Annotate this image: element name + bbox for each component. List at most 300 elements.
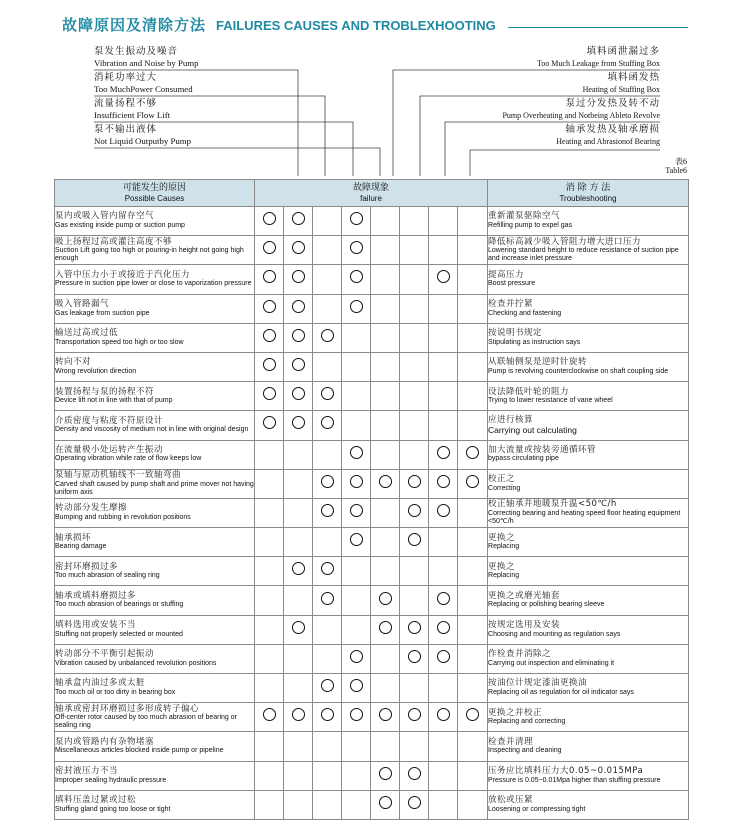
failure-mark-cell: [255, 411, 284, 440]
failure-mark-cell: [313, 528, 342, 557]
cause-cell: [55, 352, 255, 381]
table-row: [55, 528, 689, 557]
fix-cell: [488, 498, 689, 527]
failure-mark-cell: [284, 236, 313, 265]
fix-cn: 从联轴侧泵是逆时针旋转: [488, 357, 588, 368]
symptom-overheat: 泵过分发热及转不动 Pump Overheating and Notbeing Ableto Revolve: [502, 98, 660, 120]
failure-mark-cell: [458, 615, 488, 644]
failure-mark-cell: [458, 644, 488, 673]
fix-cn: 设法降低叶轮的阻力: [488, 386, 570, 397]
failure-mark-cell: [400, 411, 429, 440]
circle-mark-icon: [350, 650, 363, 663]
failure-mark-cell: [458, 586, 488, 615]
failure-mark-cell: [371, 615, 400, 644]
failure-mark-cell: [371, 294, 400, 323]
fix-cn: 按规定选用及安装: [488, 620, 561, 631]
circle-mark-icon: [350, 300, 363, 313]
cause-en: Vibration caused by unbalanced revolution positions: [55, 659, 217, 667]
failure-mark-cell: [284, 615, 313, 644]
circle-mark-icon: [379, 592, 392, 605]
failure-mark-cell: [400, 528, 429, 557]
fix-cn: 按油位计规定漆油更换油: [488, 678, 588, 689]
fix-cell: [488, 703, 689, 732]
fix-cell: [488, 236, 689, 265]
circle-mark-icon: [263, 416, 276, 429]
fix-en: Carrying out inspection and eliminating it: [488, 659, 615, 667]
failure-mark-cell: [371, 586, 400, 615]
failure-mark-cell: [429, 382, 458, 411]
circle-mark-icon: [292, 358, 305, 371]
failure-mark-cell: [313, 674, 342, 703]
circle-mark-icon: [321, 562, 334, 575]
fix-cell: [488, 557, 689, 586]
circle-mark-icon: [350, 679, 363, 692]
circle-mark-icon: [408, 650, 421, 663]
failure-mark-cell: [313, 382, 342, 411]
fix-cn: 检查并拧紧: [488, 299, 534, 309]
failure-mark-cell: [342, 528, 371, 557]
circle-mark-icon: [263, 300, 276, 313]
failure-mark-cell: [313, 615, 342, 644]
cause-cn: 转向不对: [55, 357, 92, 368]
cause-cn: 泵内或管路内有杂物堵塞: [55, 736, 155, 747]
cause-cn: 转动部分不平衡引起振动: [55, 649, 155, 660]
failure-mark-cell: [342, 323, 371, 352]
failure-mark-cell: [313, 352, 342, 381]
failure-mark-cell: [284, 586, 313, 615]
failure-mark-cell: [400, 382, 429, 411]
failure-mark-cell: [284, 411, 313, 440]
failure-mark-cell: [342, 732, 371, 761]
cause-en: Off-center rotor caused by too much abrasion of bearing or sealing ring: [55, 714, 237, 730]
failure-mark-cell: [342, 265, 371, 294]
fix-en: Inspecting and cleaning: [488, 747, 562, 755]
table-row: [55, 674, 689, 703]
failure-mark-cell: [342, 352, 371, 381]
failure-mark-cell: [458, 469, 488, 498]
circle-mark-icon: [292, 416, 305, 429]
failure-mark-cell: [371, 557, 400, 586]
table-row: [55, 557, 689, 586]
fix-cn: 校正之: [488, 474, 516, 485]
failure-mark-cell: [458, 674, 488, 703]
failure-mark-cell: [342, 440, 371, 469]
failure-mark-cell: [255, 236, 284, 265]
fix-cell: [488, 294, 689, 323]
fix-en: Correcting bearing and heating speed floor heating equipment <50℃/h: [488, 509, 681, 525]
cause-cell: [55, 674, 255, 703]
failure-mark-cell: [429, 265, 458, 294]
cause-cn: 填料选用或安装不当: [55, 620, 137, 631]
failure-mark-cell: [400, 440, 429, 469]
failure-mark-cell: [284, 528, 313, 557]
failure-mark-cell: [429, 703, 458, 732]
title-en: FAILURES CAUSES AND TROBLEXHOOTING: [216, 18, 496, 33]
failure-mark-cell: [342, 557, 371, 586]
failure-mark-cell: [371, 644, 400, 673]
failure-mark-cell: [458, 207, 488, 236]
failure-mark-cell: [255, 498, 284, 527]
cause-cn: 密封液压力不当: [55, 766, 119, 776]
symptom-no-output: 泵不输出液体 Not Liquid Outputby Pump: [94, 124, 192, 146]
failure-mark-cell: [400, 265, 429, 294]
circle-mark-icon: [408, 708, 421, 721]
fix-en: Correcting: [488, 484, 521, 492]
circle-mark-icon: [292, 621, 305, 634]
fix-en: Loosening or compressing tight: [488, 805, 586, 813]
circle-mark-icon: [321, 329, 334, 342]
fix-cell: [488, 644, 689, 673]
circle-mark-icon: [321, 504, 334, 517]
troubleshooting-table: [54, 179, 689, 820]
failure-mark-cell: [429, 411, 458, 440]
failure-mark-cell: [342, 790, 371, 819]
fix-en: Carrying out calculating: [488, 425, 577, 436]
fix-cn: 检查并清理: [488, 736, 534, 747]
fix-cn: 提高压力: [488, 269, 525, 280]
fix-en: Stipulating as instruction says: [488, 338, 581, 346]
fix-cell: [488, 469, 689, 498]
failure-mark-cell: [342, 615, 371, 644]
failure-mark-cell: [371, 703, 400, 732]
cause-en: Density and viscosity of medium not in line with original design: [55, 426, 249, 434]
cause-cell: [55, 294, 255, 323]
failure-mark-cell: [255, 265, 284, 294]
failure-mark-cell: [371, 674, 400, 703]
circle-mark-icon: [408, 767, 421, 780]
table-row: [55, 790, 689, 819]
circle-mark-icon: [437, 592, 450, 605]
table-row: [55, 323, 689, 352]
failure-mark-cell: [400, 703, 429, 732]
table-row: [55, 440, 689, 469]
header-troubleshooting: 消 除 方 法 Troubleshooting: [488, 180, 689, 207]
circle-mark-icon: [466, 708, 479, 721]
cause-en: Wrong revolution direction: [55, 367, 137, 375]
table-row: [55, 265, 689, 294]
failure-mark-cell: [284, 265, 313, 294]
failure-mark-cell: [255, 557, 284, 586]
failure-mark-cell: [313, 732, 342, 761]
circle-mark-icon: [437, 270, 450, 283]
cause-cell: [55, 382, 255, 411]
failure-mark-cell: [313, 265, 342, 294]
table-row: [55, 586, 689, 615]
circle-mark-icon: [292, 212, 305, 225]
circle-mark-icon: [292, 387, 305, 400]
fix-cn: 作检查并消除之: [488, 649, 552, 660]
failure-mark-cell: [342, 644, 371, 673]
failure-mark-cell: [342, 236, 371, 265]
failure-mark-cell: [400, 761, 429, 790]
failure-mark-cell: [342, 703, 371, 732]
failure-mark-cell: [255, 352, 284, 381]
failure-mark-cell: [400, 674, 429, 703]
circle-mark-icon: [263, 241, 276, 254]
fix-cell: [488, 586, 689, 615]
circle-mark-icon: [437, 446, 450, 459]
failure-mark-cell: [255, 644, 284, 673]
cause-cn: 填料压盖过紧或过松: [55, 795, 137, 806]
failure-mark-cell: [313, 294, 342, 323]
circle-mark-icon: [408, 504, 421, 517]
fix-en: Lowering standard height to reduce resistance of suction pipe and increase inlet pressure: [488, 247, 679, 263]
cause-en: Miscellaneous articles blocked inside pump or pipeline: [55, 747, 224, 755]
failure-mark-cell: [255, 703, 284, 732]
circle-mark-icon: [379, 475, 392, 488]
failure-mark-cell: [255, 440, 284, 469]
failure-mark-cell: [255, 294, 284, 323]
failure-mark-cell: [342, 674, 371, 703]
cause-cell: [55, 790, 255, 819]
circle-mark-icon: [292, 708, 305, 721]
table-row: [55, 644, 689, 673]
failure-mark-cell: [255, 732, 284, 761]
failure-mark-cell: [400, 790, 429, 819]
circle-mark-icon: [263, 270, 276, 283]
fix-cell: [488, 207, 689, 236]
cause-cn: 轴承或密封环磨损过多形成转子偏心: [55, 703, 200, 714]
cause-cell: [55, 469, 255, 498]
header-failure: 故障现象 failure: [255, 180, 488, 207]
failure-mark-cell: [342, 498, 371, 527]
table-row: [55, 207, 689, 236]
failure-mark-cell: [342, 411, 371, 440]
failure-mark-cell: [371, 790, 400, 819]
failure-mark-cell: [429, 440, 458, 469]
leader-lines: [0, 0, 740, 185]
failure-mark-cell: [458, 265, 488, 294]
cause-en: Pressure in suction pipe lower or close to vaporization pressure: [55, 280, 252, 288]
failure-mark-cell: [255, 615, 284, 644]
fix-cn: 更换之并校正: [488, 707, 543, 718]
circle-mark-icon: [292, 241, 305, 254]
circle-mark-icon: [466, 475, 479, 488]
circle-mark-icon: [321, 416, 334, 429]
failure-mark-cell: [400, 732, 429, 761]
failure-mark-cell: [429, 294, 458, 323]
failure-mark-cell: [371, 352, 400, 381]
failure-mark-cell: [400, 586, 429, 615]
cause-en: Gas existing inside pump or suction pump: [55, 221, 185, 229]
table-row: [55, 352, 689, 381]
fix-en: Replacing oil as regulation for oil indicator says: [488, 688, 634, 696]
circle-mark-icon: [350, 212, 363, 225]
failure-mark-cell: [284, 323, 313, 352]
failure-mark-cell: [313, 644, 342, 673]
symptom-power: 消耗功率过大 Too MuchPower Consumed: [94, 72, 193, 94]
cause-en: Too much abrasion of sealing ring: [55, 572, 160, 580]
circle-mark-icon: [292, 270, 305, 283]
fix-cell: [488, 265, 689, 294]
cause-en: Device lift not in line with that of pump: [55, 397, 173, 405]
fix-en: Boost pressure: [488, 280, 536, 288]
cause-en: Improper sealing hydraulic pressure: [55, 776, 167, 784]
circle-mark-icon: [350, 270, 363, 283]
failure-mark-cell: [371, 528, 400, 557]
failure-mark-cell: [371, 323, 400, 352]
failure-mark-cell: [313, 469, 342, 498]
cause-cell: [55, 265, 255, 294]
circle-mark-icon: [437, 708, 450, 721]
failure-mark-cell: [371, 732, 400, 761]
fix-cell: [488, 761, 689, 790]
failure-mark-cell: [255, 382, 284, 411]
failure-mark-cell: [313, 586, 342, 615]
failure-mark-cell: [342, 586, 371, 615]
fix-cn: 放松或压紧: [488, 795, 534, 806]
cause-en: Transportation speed too high or too slow: [55, 338, 184, 346]
circle-mark-icon: [379, 621, 392, 634]
failure-mark-cell: [429, 674, 458, 703]
failure-mark-cell: [255, 469, 284, 498]
failure-mark-cell: [371, 761, 400, 790]
failure-mark-cell: [371, 469, 400, 498]
cause-cell: [55, 615, 255, 644]
circle-mark-icon: [321, 592, 334, 605]
table-row: [55, 703, 689, 732]
circle-mark-icon: [263, 358, 276, 371]
fix-cell: [488, 352, 689, 381]
failure-mark-cell: [458, 411, 488, 440]
cause-cell: [55, 703, 255, 732]
circle-mark-icon: [292, 329, 305, 342]
circle-mark-icon: [437, 475, 450, 488]
table-row: [55, 615, 689, 644]
table-row: [55, 236, 689, 265]
cause-cell: [55, 644, 255, 673]
cause-cell: [55, 323, 255, 352]
fix-cell: [488, 790, 689, 819]
failure-mark-cell: [458, 732, 488, 761]
fix-cn: 应进行核算: [488, 414, 534, 425]
cause-cell: [55, 557, 255, 586]
failure-mark-cell: [255, 586, 284, 615]
circle-mark-icon: [466, 446, 479, 459]
circle-mark-icon: [408, 621, 421, 634]
failure-mark-cell: [284, 382, 313, 411]
failure-mark-cell: [429, 644, 458, 673]
circle-mark-icon: [408, 533, 421, 546]
failure-mark-cell: [458, 498, 488, 527]
failure-mark-cell: [313, 557, 342, 586]
circle-mark-icon: [379, 767, 392, 780]
failure-mark-cell: [313, 703, 342, 732]
cause-cn: 吸上扬程过高或灌注高度不够: [55, 236, 173, 247]
cause-en: Too much abrasion of bearings or stuffing: [55, 601, 184, 609]
failure-mark-cell: [429, 498, 458, 527]
failure-mark-cell: [284, 207, 313, 236]
circle-mark-icon: [263, 212, 276, 225]
table-row: [55, 382, 689, 411]
failure-mark-cell: [371, 265, 400, 294]
failure-mark-cell: [429, 761, 458, 790]
failure-mark-cell: [284, 644, 313, 673]
fix-cell: [488, 382, 689, 411]
table-label: 表6 Table6: [665, 157, 687, 175]
failure-mark-cell: [371, 498, 400, 527]
failure-mark-cell: [313, 790, 342, 819]
failure-mark-cell: [342, 761, 371, 790]
failure-mark-cell: [313, 207, 342, 236]
circle-mark-icon: [350, 475, 363, 488]
failure-mark-cell: [458, 761, 488, 790]
cause-en: Carved shaft caused by pump shaft and prime mover not having uniform axis: [55, 480, 254, 496]
failure-mark-cell: [371, 382, 400, 411]
failure-mark-cell: [255, 528, 284, 557]
failure-mark-cell: [255, 761, 284, 790]
fix-cn: 加大流量或按装旁通循环管: [488, 444, 597, 455]
cause-cn: 泵轴与原动机轴线不一致轴弯曲: [55, 470, 182, 481]
circle-mark-icon: [350, 533, 363, 546]
cause-cn: 输送过高或过低: [55, 328, 119, 339]
failure-mark-cell: [342, 207, 371, 236]
failure-mark-cell: [313, 236, 342, 265]
fix-en: Replacing: [488, 543, 520, 550]
fix-en: Checking and fastening: [488, 309, 562, 317]
fix-cell: [488, 323, 689, 352]
table-row: [55, 732, 689, 761]
symptom-flow: 流量扬程不够 Insufficient Flow Lift: [94, 98, 171, 120]
fix-en: Pump is revolving counterclockwise on shaft coupling side: [488, 367, 669, 375]
cause-cn: 泵内或吸入管内留存空气: [55, 211, 155, 222]
cause-en: Stuffing gland going too loose or tight: [55, 805, 171, 813]
failure-mark-cell: [429, 469, 458, 498]
fix-en: Choosing and mounting as regulation says: [488, 630, 621, 638]
fix-en: Trying to lower resistance of vane wheel: [488, 397, 613, 405]
failure-mark-cell: [284, 498, 313, 527]
table-row: [55, 469, 689, 498]
circle-mark-icon: [408, 796, 421, 809]
circle-mark-icon: [321, 387, 334, 400]
failure-mark-cell: [429, 207, 458, 236]
failure-mark-cell: [400, 644, 429, 673]
failure-mark-cell: [458, 440, 488, 469]
failure-mark-cell: [429, 323, 458, 352]
cause-cn: 轴承或填料磨损过多: [55, 590, 137, 601]
fix-cell: [488, 615, 689, 644]
table-body: [55, 207, 689, 820]
title-cn: 故障原因及清除方法: [62, 16, 207, 34]
fix-cn: 按说明书规定: [488, 328, 543, 339]
failure-mark-cell: [371, 440, 400, 469]
cause-cn: 入管中压力小于或接近于汽化压力: [55, 269, 191, 280]
fix-cn: 更换之: [488, 561, 516, 572]
cause-cn: 装置扬程与泵的扬程不符: [55, 386, 155, 397]
cause-en: Gas leakage from suction pipe: [55, 309, 150, 317]
header-causes: 可能发生的原因 Possible Causes: [55, 180, 255, 207]
failure-mark-cell: [400, 615, 429, 644]
circle-mark-icon: [321, 475, 334, 488]
fix-cell: [488, 440, 689, 469]
fix-cell: [488, 732, 689, 761]
failure-mark-cell: [458, 294, 488, 323]
failure-mark-cell: [313, 411, 342, 440]
circle-mark-icon: [437, 650, 450, 663]
fix-cn: 压务应比填料压力大0.05~0.015MPa: [488, 766, 644, 776]
table-row: [55, 411, 689, 440]
table-row: [55, 761, 689, 790]
failure-mark-cell: [371, 411, 400, 440]
cause-cell: [55, 207, 255, 236]
failure-mark-cell: [284, 732, 313, 761]
failure-mark-cell: [342, 469, 371, 498]
failure-mark-cell: [429, 236, 458, 265]
failure-mark-cell: [400, 557, 429, 586]
symptom-leakage: 填料函泄漏过多 Too Much Leakage from Stuffing Box: [536, 46, 660, 68]
failure-mark-cell: [371, 207, 400, 236]
cause-cell: [55, 440, 255, 469]
